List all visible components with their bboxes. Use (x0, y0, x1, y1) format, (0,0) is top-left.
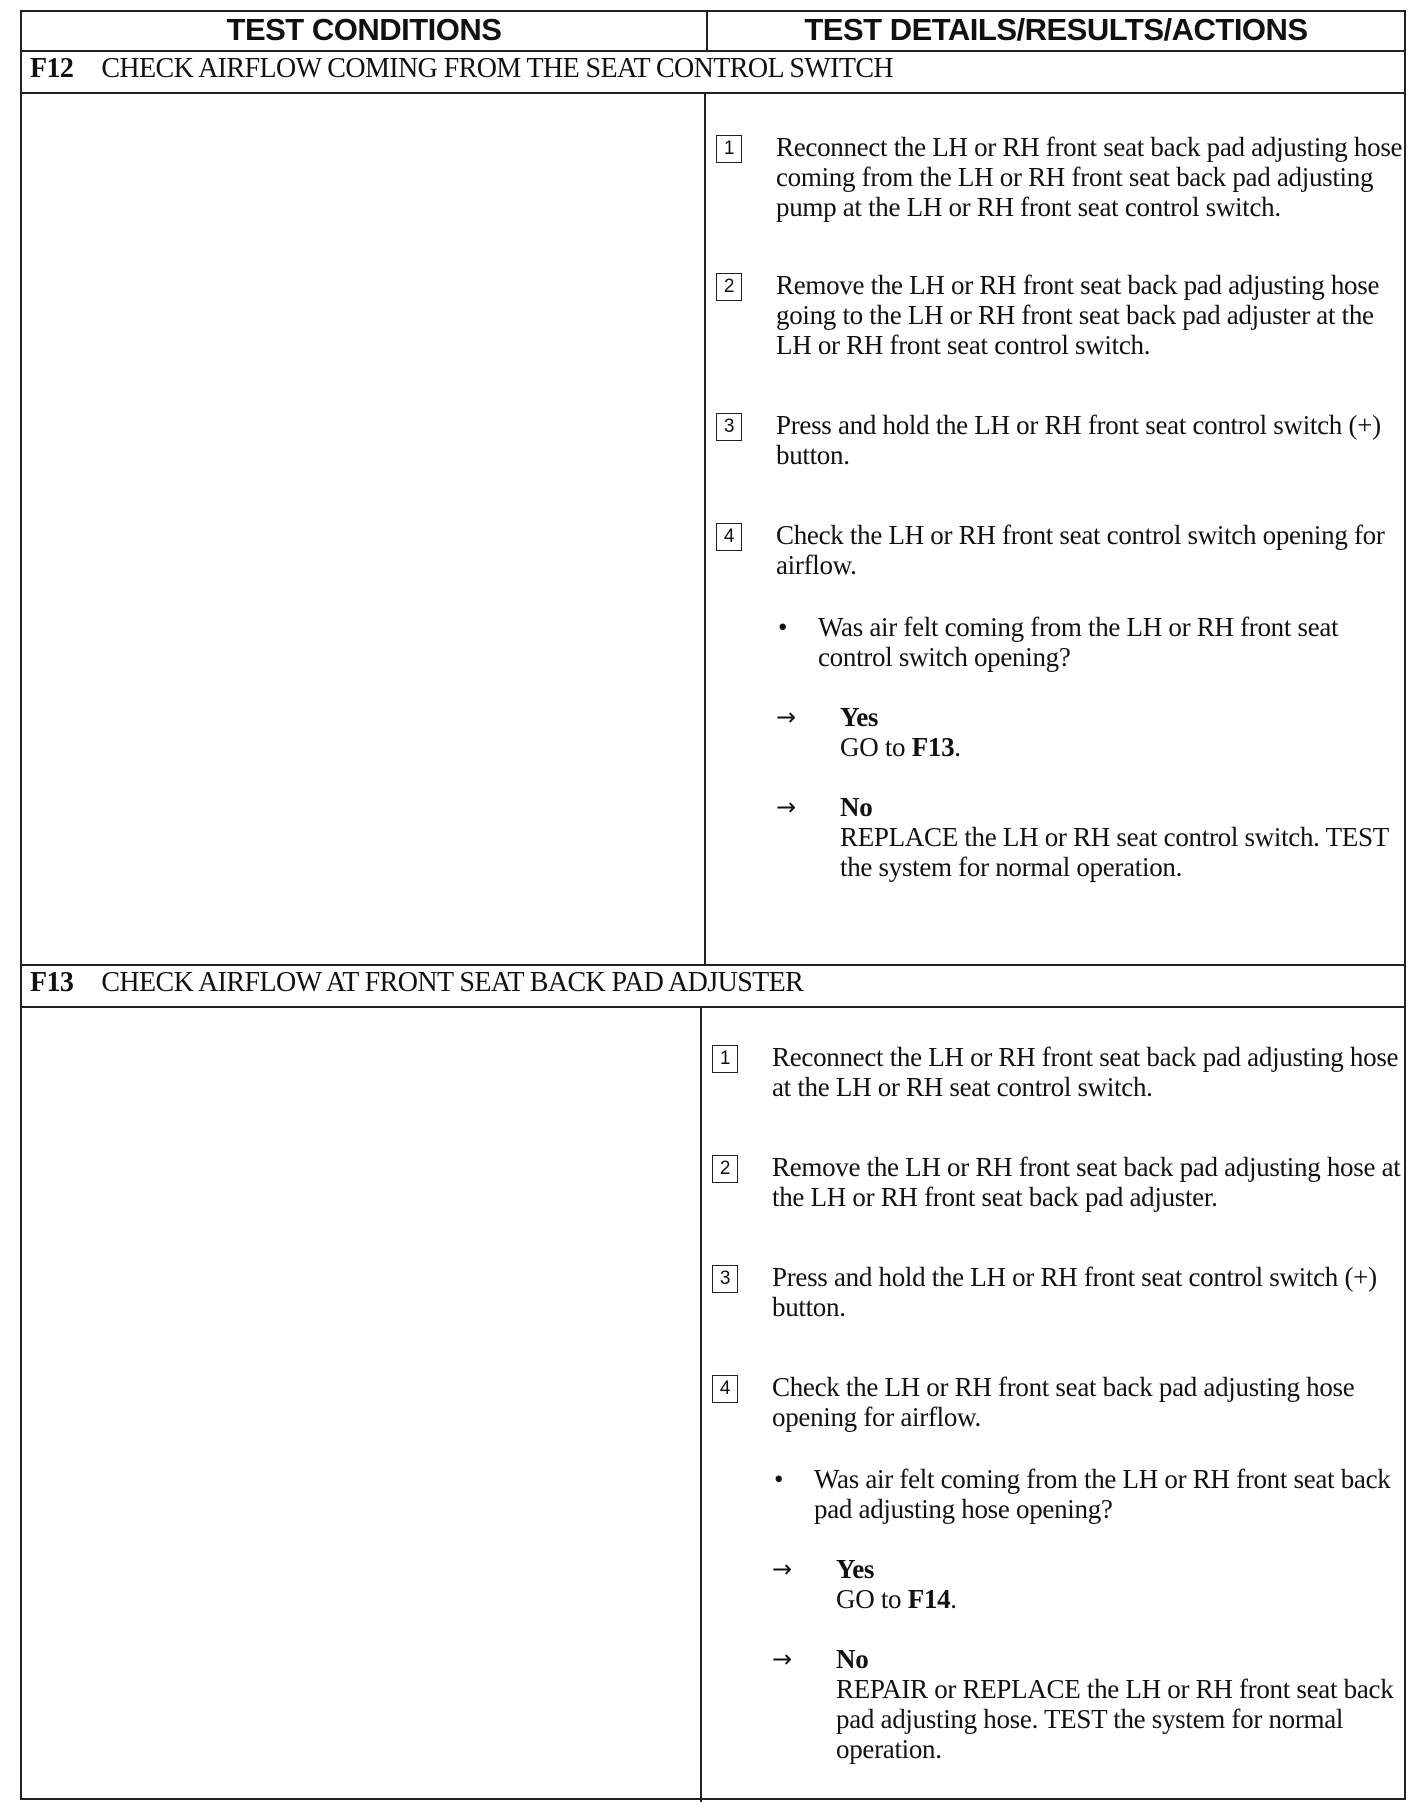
question-text: Was air felt coming from the LH or RH front seat back pad adjusting hose opening? (814, 1464, 1391, 1524)
header-test-details: TEST DETAILS/RESULTS/ACTIONS (804, 12, 1308, 47)
step-item (716, 132, 1406, 222)
question-item (712, 1464, 1402, 1524)
section-heading: CHECK AIRFLOW AT FRONT SEAT BACK PAD ADJUSTER (101, 967, 804, 998)
result-label: Yes (836, 1554, 875, 1584)
bullet-icon: • (778, 612, 788, 642)
step-item (712, 1152, 1402, 1212)
section-title-f12 (30, 52, 893, 86)
step-number-box: 3 (716, 413, 742, 441)
column-divider-f12 (704, 94, 706, 964)
result-label: Yes (840, 702, 879, 732)
step-text: Press and hold the LH or RH front seat control switch (+) button. (776, 410, 1381, 470)
step-item (716, 410, 1406, 470)
header-test-conditions: TEST CONDITIONS (226, 12, 502, 47)
result-action: GO to F13. (840, 732, 961, 762)
step-item (716, 270, 1406, 360)
column-divider-f13 (700, 1008, 702, 1802)
header-divider (706, 12, 708, 50)
section-id: F12 (30, 53, 74, 84)
step-item (712, 1372, 1402, 1432)
arrow-right-icon: → (776, 703, 796, 731)
result-no (716, 792, 1406, 882)
step-item (716, 520, 1406, 580)
details-f13 (712, 1042, 1402, 1764)
section-rule (22, 1006, 1404, 1008)
step-text: Check the LH or RH front seat control switch opening for airflow. (776, 520, 1385, 580)
question-item (716, 612, 1406, 672)
section-id: F13 (30, 967, 74, 998)
arrow-right-icon: → (772, 1555, 792, 1583)
step-number-box: 4 (716, 523, 742, 551)
goto-link-f14[interactable]: F14 (907, 1584, 951, 1614)
result-label: No (836, 1644, 869, 1674)
step-number-box: 2 (712, 1155, 738, 1183)
goto-link-f13[interactable]: F13 (911, 732, 955, 762)
step-number-box: 1 (716, 135, 742, 163)
step-item (712, 1262, 1402, 1322)
arrow-right-icon: → (776, 793, 796, 821)
question-text: Was air felt coming from the LH or RH front seat control switch opening? (818, 612, 1339, 672)
step-number-box: 4 (712, 1375, 738, 1403)
test-table (20, 10, 1406, 1800)
details-f12 (716, 132, 1406, 882)
result-label: No (840, 792, 873, 822)
step-number-box: 3 (712, 1265, 738, 1293)
step-number-box: 1 (712, 1045, 738, 1073)
step-item (712, 1042, 1402, 1102)
section-rule (22, 92, 1404, 94)
result-action: GO to F14. (836, 1584, 957, 1614)
result-action: REPLACE the LH or RH seat control switch. TEST the system for normal operation. (840, 822, 1389, 882)
step-text: Reconnect the LH or RH front seat back pad adjusting hose coming from the LH or RH front seat back pad adjusting pump at the LH or RH front seat control switch. (776, 132, 1403, 222)
section-heading: CHECK AIRFLOW COMING FROM THE SEAT CONTROL SWITCH (101, 53, 894, 84)
arrow-right-icon: → (772, 1645, 792, 1673)
step-text: Remove the LH or RH front seat back pad adjusting hose at the LH or RH front seat back pad adjuster. (772, 1152, 1401, 1212)
step-text: Reconnect the LH or RH front seat back pad adjusting hose at the LH or RH seat control switch. (772, 1042, 1399, 1102)
result-no (712, 1644, 1402, 1764)
step-text: Remove the LH or RH front seat back pad adjusting hose going to the LH or RH front seat back pad adjuster at the LH or RH front seat control switch. (776, 270, 1380, 360)
step-text: Press and hold the LH or RH front seat control switch (+) button. (772, 1262, 1377, 1322)
section-title-f13 (30, 966, 803, 1000)
bullet-icon: • (774, 1464, 784, 1494)
result-yes (712, 1554, 1402, 1614)
result-action: REPAIR or REPLACE the LH or RH front seat back pad adjusting hose. TEST the system for normal operation. (836, 1674, 1394, 1764)
step-text: Check the LH or RH front seat back pad adjusting hose opening for airflow. (772, 1372, 1355, 1432)
step-number-box: 2 (716, 273, 742, 301)
result-yes (716, 702, 1406, 762)
